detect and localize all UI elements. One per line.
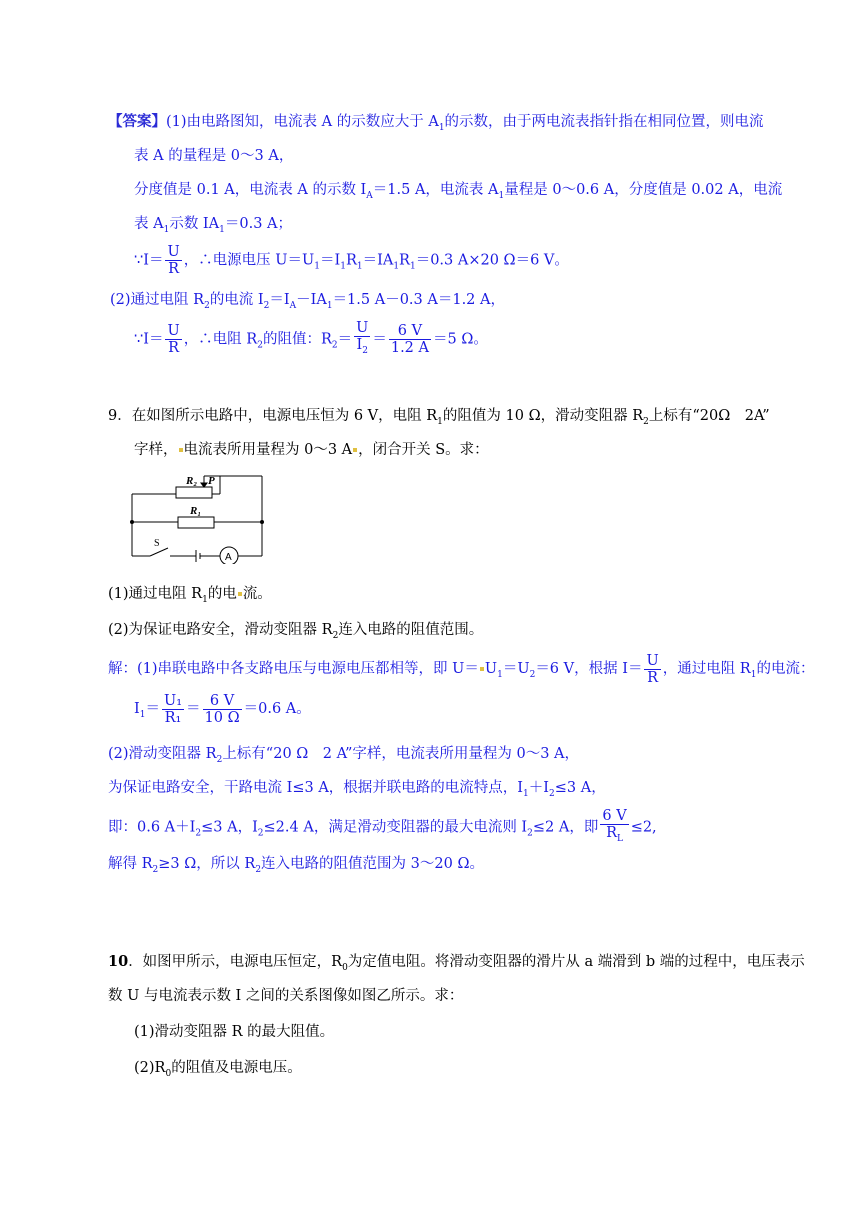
text: ＝0.6 A。	[243, 701, 311, 717]
mark-dot	[179, 448, 183, 452]
sub: 2	[332, 630, 339, 641]
answer-line-4	[134, 214, 292, 240]
text: 流	[749, 114, 764, 130]
text: 分度值是 0.1 A，电流表 A 的示数 I	[134, 182, 367, 198]
text: 流。	[242, 586, 272, 602]
text: 上标有“20Ω 2A”	[648, 408, 770, 424]
circuit-diagram	[128, 468, 268, 564]
q10-sub-1: (1)滑动变阻器 R 的最大阻值。	[134, 1024, 335, 1040]
sub: 1	[163, 224, 170, 235]
text: 字样，	[134, 442, 178, 458]
sub: 1	[139, 709, 146, 720]
text: 示数 IA	[169, 216, 220, 232]
text: ，通过电阻 R	[662, 661, 751, 677]
mark-dot	[353, 448, 357, 452]
text: (2)为保证电路安全，滑动变阻器 R	[108, 622, 333, 638]
sub: 1	[314, 261, 320, 272]
text: ＝5 Ω。	[432, 331, 488, 348]
sub: 2	[257, 828, 264, 839]
text: (2)通过电阻 R	[110, 292, 205, 308]
q9-solution-line-1	[108, 652, 814, 692]
text: (2)滑动变阻器 R	[108, 746, 217, 762]
answer-line-1	[108, 112, 764, 138]
text: 电流表所用量程为 0～3 A	[183, 442, 353, 458]
text: ＝I	[269, 292, 290, 308]
sub: 1	[497, 669, 503, 680]
text: 的阻值及电源电压。	[171, 1060, 302, 1076]
text: ≤3 A，I	[201, 819, 258, 836]
text: 表 A	[134, 216, 164, 232]
denominator: 10 Ω	[204, 709, 240, 726]
text: ，闭合开关 S。求：	[358, 442, 489, 458]
sub: 1	[219, 224, 225, 235]
sub: 1	[326, 300, 333, 311]
label-p: P	[208, 475, 215, 487]
fraction-u1-over-r1	[162, 693, 184, 726]
sub: 2	[255, 864, 262, 875]
text: ＝	[186, 701, 201, 717]
sub: A	[289, 300, 297, 311]
text: 为定值电阻。将滑动变阻器的滑片从 a 端滑到 b 端的过程中，电压表示	[347, 954, 805, 970]
text: 流	[767, 182, 783, 198]
sub: 2	[331, 340, 338, 351]
denominator: $R_L$	[606, 825, 623, 844]
sub: 1	[498, 190, 505, 201]
sub: 0	[165, 1068, 172, 1079]
answer-tag: 【答案】	[108, 113, 166, 130]
fraction-u-over-r	[165, 323, 181, 356]
answer-part2-line-2	[134, 320, 488, 362]
q9-solution-line-5	[108, 808, 657, 850]
text: ∵I＝	[134, 252, 164, 269]
text: U	[484, 661, 498, 677]
text: ≤3 A，	[554, 780, 606, 796]
text: 连入电路的阻值范围为 3～20 Ω。	[261, 856, 484, 872]
text: ＝	[337, 331, 353, 348]
fraction-6v-over-1.2a	[389, 323, 431, 356]
text: 解得 R	[108, 856, 153, 872]
text: (1)由电路图知，电流表 A 的示数应大于 A	[166, 114, 439, 130]
numerator: 6 V	[389, 323, 431, 340]
text: ＝0.3 A×20 Ω＝6 V。	[415, 252, 569, 269]
answer-line-5: ∵I＝ $\frac{U}{R}$ ，∴电源电压 $U=U_1=I_1R_1=IA_1R_1=0.3$ A×20 Ω＝6 V。	[134, 244, 569, 277]
text: 为保证电路安全，干路电流 I≤3 A，根据并联电路的电流特点，I	[108, 780, 524, 796]
q9-sub-2	[108, 620, 483, 646]
text: ．如图甲所示，电源电压恒定，R	[128, 954, 343, 970]
text: 连入电路的阻值范围。	[338, 622, 484, 638]
text: 的电流 I	[209, 292, 264, 308]
q9-solution-line-2	[134, 692, 311, 732]
fraction-u-over-r	[165, 244, 181, 277]
denominator: R	[647, 669, 659, 686]
sub: 2	[643, 416, 649, 427]
text: (2)R	[134, 1060, 166, 1076]
q9-solution-line-6	[108, 854, 484, 880]
sub: 2	[362, 345, 368, 356]
text: －IA	[296, 292, 327, 308]
q9-line-1	[108, 406, 770, 432]
fraction-u-over-i2	[354, 320, 370, 359]
switch-s-icon	[150, 548, 168, 556]
numerator: U	[167, 244, 180, 260]
sub: 2	[263, 300, 270, 311]
text: 上标有“20 Ω 2 A”字样，电流表所用量程为 0～3 A，	[222, 746, 580, 762]
question-number: 10	[108, 953, 129, 970]
numerator: U	[167, 322, 180, 339]
label-s: S	[154, 538, 160, 549]
text: ，∴电源电压 U＝U	[183, 252, 315, 269]
text: 解：(1)串联电路中各支路电压与电源电压都相等，即 U＝	[108, 661, 479, 677]
text: 的电流：	[756, 661, 815, 677]
text: ＝1.5 A－0.3 A＝1.2 A，	[332, 292, 505, 308]
resistor-r1-icon	[178, 517, 214, 528]
text: ≤2.4 A，满足滑动变阻器的最大电流则 I	[263, 819, 528, 836]
text: ＝1.5 A，电流表 A	[372, 182, 499, 198]
text: ＝0.3 A；	[224, 216, 293, 232]
text: ≤2,	[630, 819, 657, 836]
sub: 1	[438, 122, 445, 133]
text: ＝U	[502, 661, 530, 677]
text: ∵I＝	[134, 331, 164, 348]
label-r2: R₂	[186, 475, 198, 487]
sub: 0	[342, 962, 348, 973]
answer-part2-line-1	[110, 290, 505, 316]
sub: 1	[750, 669, 757, 680]
sub: 1	[202, 594, 208, 605]
resistor-r2-icon	[176, 487, 212, 498]
denominator: R	[168, 261, 180, 277]
q10-line-1	[108, 952, 805, 978]
mark-dot	[480, 667, 484, 671]
denominator: R₁	[164, 709, 182, 726]
q9-solution-line-4	[108, 778, 606, 804]
numerator: U	[646, 652, 659, 669]
q10-sub-2	[134, 1058, 302, 1084]
slider-arrow-icon	[201, 483, 207, 487]
numerator: U	[356, 320, 369, 336]
sub: 2	[257, 340, 263, 351]
label-r1: R₁	[190, 505, 202, 517]
q9-sub-1	[108, 584, 272, 610]
text: ＋I	[528, 780, 549, 796]
text: ≥3 Ω，所以 R	[158, 856, 256, 872]
sub: 2	[529, 669, 536, 680]
text: ＝6 V，根据 I＝	[535, 661, 643, 677]
text: (1)通过电阻 R	[108, 586, 203, 602]
text: 的电	[207, 586, 237, 602]
sub: 2	[152, 864, 159, 875]
text: ≤2 A，即	[532, 819, 599, 836]
sub: 2	[527, 828, 533, 839]
sub: A	[366, 190, 373, 201]
numerator: 6 V	[203, 693, 242, 710]
text: ＝	[372, 331, 387, 348]
q9-line-2	[134, 440, 489, 460]
text: 的阻值：R	[262, 331, 332, 348]
sub: 2	[195, 828, 202, 839]
denominator: 1.2 A	[390, 339, 429, 356]
sub: 1	[356, 261, 363, 272]
text: I	[134, 701, 140, 717]
numerator: 6 V	[602, 808, 627, 824]
sub: 2	[216, 754, 223, 765]
fraction-6v-over-10ohm	[203, 693, 242, 726]
sub: 1	[409, 261, 416, 272]
fraction-6v-over-rl	[600, 808, 628, 847]
answer-line-3	[134, 180, 782, 206]
sub: 1	[393, 261, 400, 272]
mark-dot	[238, 592, 242, 596]
q9-solution-line-3	[108, 744, 579, 770]
fraction-u-over-r	[644, 653, 660, 686]
text: 的示数，由于两电流表指针指在相同位置，则电	[444, 114, 750, 130]
q10-line-2: 数 U 与电流表示数 I 之间的关系图像如图乙所示。求：	[108, 988, 464, 1004]
sub: 1	[437, 416, 443, 427]
denominator: R	[168, 339, 180, 356]
sub: 1	[340, 261, 346, 272]
denominator: $I_2$	[356, 337, 368, 356]
label-a: A	[225, 552, 232, 563]
answer-line-2: 表 A 的量程是 0～3 A，	[134, 148, 294, 164]
sub: 2	[204, 300, 210, 311]
text: ，∴电阻 R	[183, 331, 258, 348]
text: 的阻值为 10 Ω，滑动变阻器 R	[442, 408, 644, 424]
sub: 2	[549, 788, 555, 799]
text: ＝	[145, 701, 160, 717]
sub: 1	[523, 788, 529, 799]
text: 即：0.6 A＋I	[108, 819, 196, 836]
numerator: U₁	[163, 692, 183, 709]
text: 量程是 0～0.6 A，分度值是 0.02 A，电	[504, 182, 768, 198]
text: 9．在如图所示电路中，电源电压恒为 6 V，电阻 R	[108, 408, 438, 424]
